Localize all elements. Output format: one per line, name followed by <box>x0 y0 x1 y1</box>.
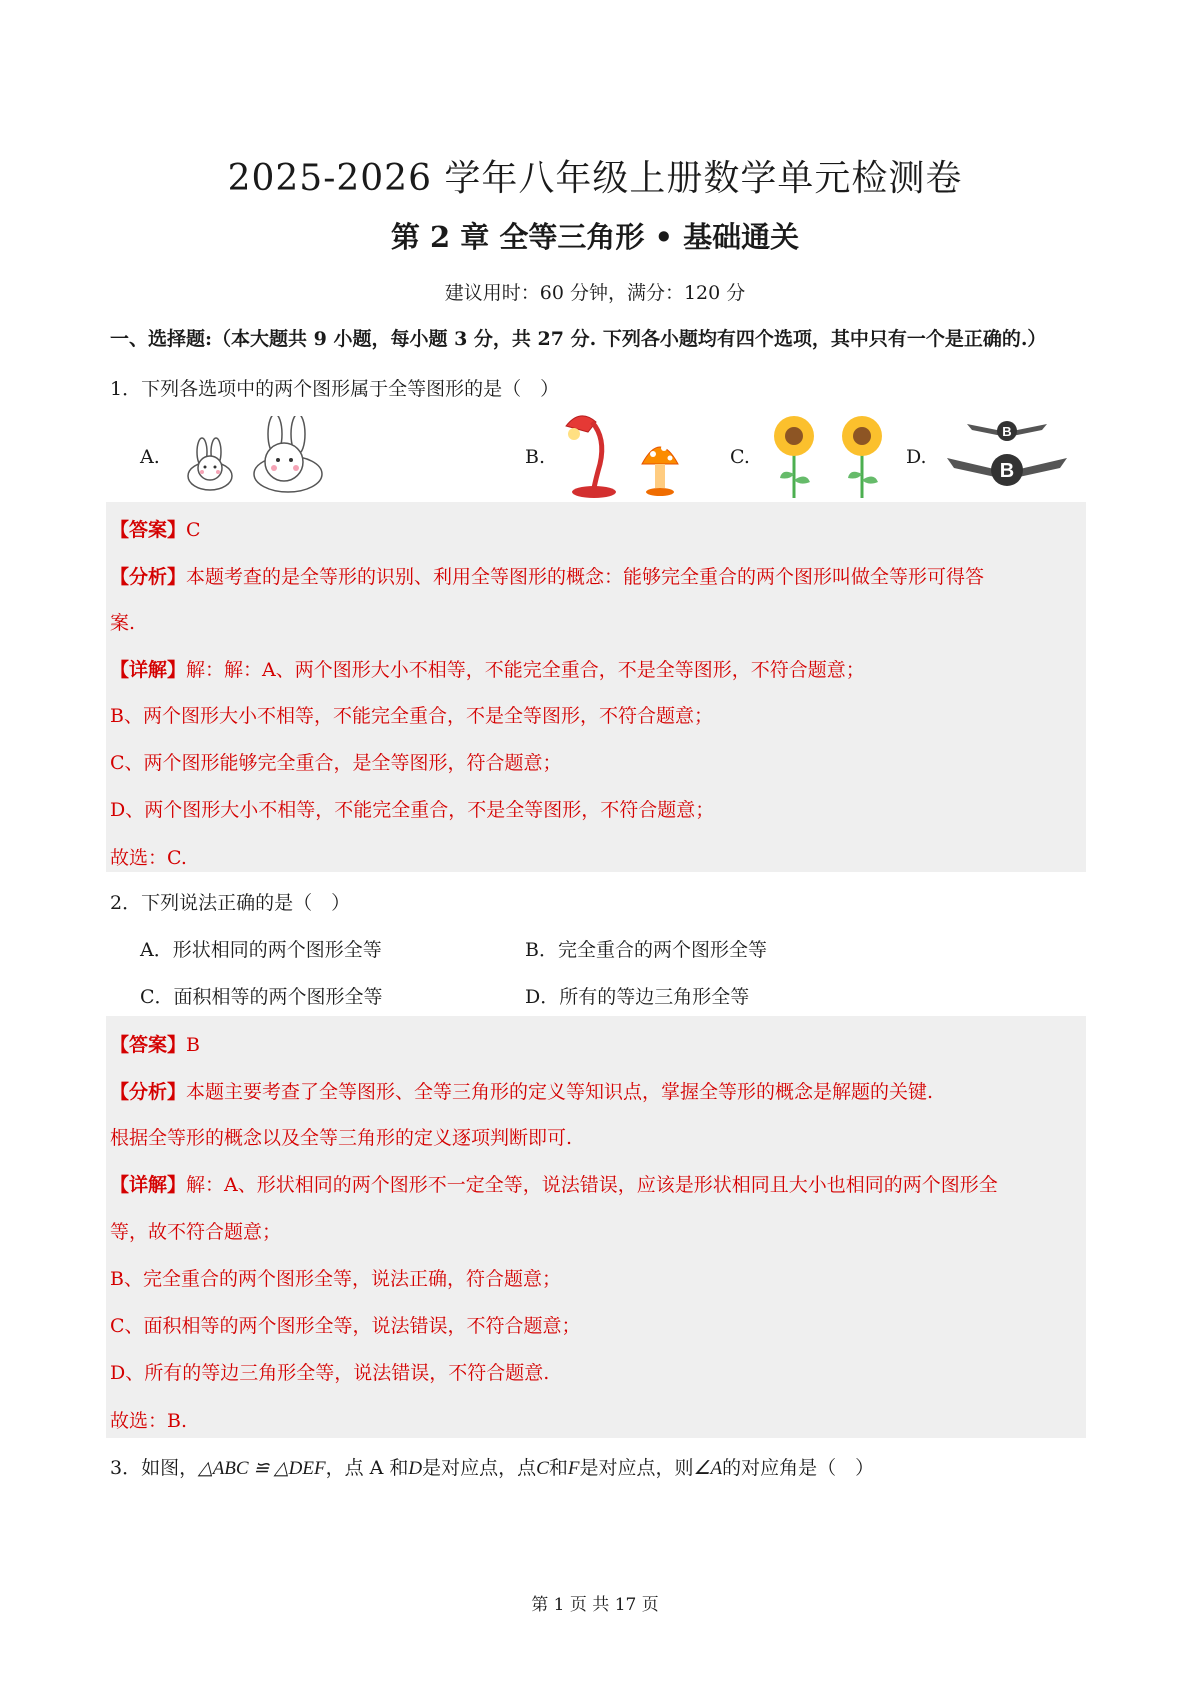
q2-option-b: B．完全重合的两个图形全等 <box>525 939 767 961</box>
q3-part-5: 的对应角是（ ） <box>722 1457 875 1479</box>
q1-detail-text-2: B、两个图形大小不相等，不能完全重合，不是全等图形，不符合题意； <box>110 705 713 727</box>
document-title: 2025-2026 学年八年级上册数学单元检测卷 <box>227 158 963 199</box>
q3-prefix: 3．如图， <box>110 1457 199 1479</box>
section-heading: 一、选择题:（本大题共 9 小题，每小题 3 分，共 27 分. 下列各小题均有四个选项，其中只有一个是正确的.） <box>110 328 1047 350</box>
svg-text:B: B <box>999 460 1015 482</box>
q2-conclusion: 故选：B. <box>110 1410 188 1432</box>
q1-detail-text-1: 解：解：A、两个图形大小不相等，不能完全重合，不是全等图形，不符合题意； <box>186 659 865 681</box>
q2-detail-text-2: 等，故不符合题意； <box>110 1221 282 1243</box>
question-2-stem: 2．下列说法正确的是（ ） <box>110 892 351 914</box>
q1-option-a-label: A. <box>140 446 160 468</box>
q3-part-3: 和 <box>548 1457 568 1479</box>
q2-detail-text-1: 解：A、形状相同的两个图形不一定全等，说法错误，应该是形状相同且大小也相同的两个图形全 <box>186 1174 998 1196</box>
q1-analysis-tag: 【分析】 <box>110 566 187 588</box>
q3-part-1: ，点 A 和 <box>325 1457 409 1479</box>
q2-answer <box>110 1030 200 1057</box>
lamp-icon <box>560 408 620 500</box>
q2-analysis-text-1: 本题主要考查了全等图形、全等三角形的定义等知识点，掌握全等形的概念是解题的关键. <box>186 1081 934 1103</box>
q1-detail-text-4: D、两个图形大小不相等，不能完全重合，不是全等图形，不符合题意； <box>110 799 715 821</box>
q1-conclusion: 故选：C. <box>110 847 187 869</box>
q1-option-b-label: B. <box>525 446 546 468</box>
q2-detail <box>110 1170 998 1197</box>
q2-analysis <box>110 1077 933 1104</box>
page-number: 第 1 页 共 17 页 <box>531 1595 659 1615</box>
q3-var-c: C <box>536 1458 549 1479</box>
sunflower-icon <box>768 414 898 500</box>
q2-analysis-text-2: 根据全等形的概念以及全等三角形的定义逐项判断即可. <box>110 1127 573 1149</box>
q1-detail <box>110 655 865 682</box>
question-3-stem <box>110 1453 874 1480</box>
rabbit-icon <box>180 416 340 496</box>
q1-answer-value: C <box>186 519 201 541</box>
svg-text:B: B <box>1002 424 1012 439</box>
chapter-subtitle: 第 2 章 全等三角形 • 基础通关 <box>390 220 800 254</box>
q3-var-f: F <box>567 1458 580 1479</box>
q3-congruence: △ABC ≌ △DEF <box>198 1458 326 1479</box>
time-score-note: 建议用时：60 分钟，满分：120 分 <box>444 282 746 304</box>
q1-analysis <box>110 562 984 589</box>
q2-option-d: D．所有的等边三角形全等 <box>525 986 750 1008</box>
q1-option-c-label: C. <box>730 446 750 468</box>
q1-analysis-text-2: 案. <box>110 612 136 634</box>
q2-option-a: A．形状相同的两个图形全等 <box>140 939 382 961</box>
mushroom-lamp-icon <box>640 436 680 498</box>
q3-part-4: 是对应点，则 <box>579 1457 694 1479</box>
q3-var-d: D <box>408 1458 423 1479</box>
q1-answer-tag: 【答案】 <box>110 519 187 541</box>
q3-angle: ∠A <box>693 1458 723 1479</box>
q1-option-d-label: D. <box>906 446 927 468</box>
q3-part-2: 是对应点，点 <box>422 1457 537 1479</box>
q2-detail-text-5: D、所有的等边三角形全等，说法错误，不符合题意. <box>110 1362 550 1384</box>
q2-analysis-tag: 【分析】 <box>110 1081 187 1103</box>
q2-option-c: C．面积相等的两个图形全等 <box>140 986 383 1008</box>
q2-answer-value: B <box>186 1034 200 1056</box>
q1-analysis-text-1: 本题考查的是全等形的识别、利用全等图形的概念：能够完全重合的两个图形叫做全等形可得答 <box>186 566 985 588</box>
q1-answer <box>110 515 201 542</box>
question-1-stem: 1．下列各选项中的两个图形属于全等图形的是（ ） <box>110 378 560 400</box>
q2-answer-tag: 【答案】 <box>110 1034 187 1056</box>
q1-detail-tag: 【详解】 <box>110 659 187 681</box>
q2-detail-tag: 【详解】 <box>110 1174 187 1196</box>
q1-detail-text-3: C、两个图形能够完全重合，是全等图形，符合题意； <box>110 752 562 774</box>
q2-detail-text-3: B、完全重合的两个图形全等，说法正确，符合题意； <box>110 1268 561 1290</box>
bentley-logo-icon <box>942 416 1072 496</box>
q2-detail-text-4: C、面积相等的两个图形全等，说法错误，不符合题意； <box>110 1315 581 1337</box>
